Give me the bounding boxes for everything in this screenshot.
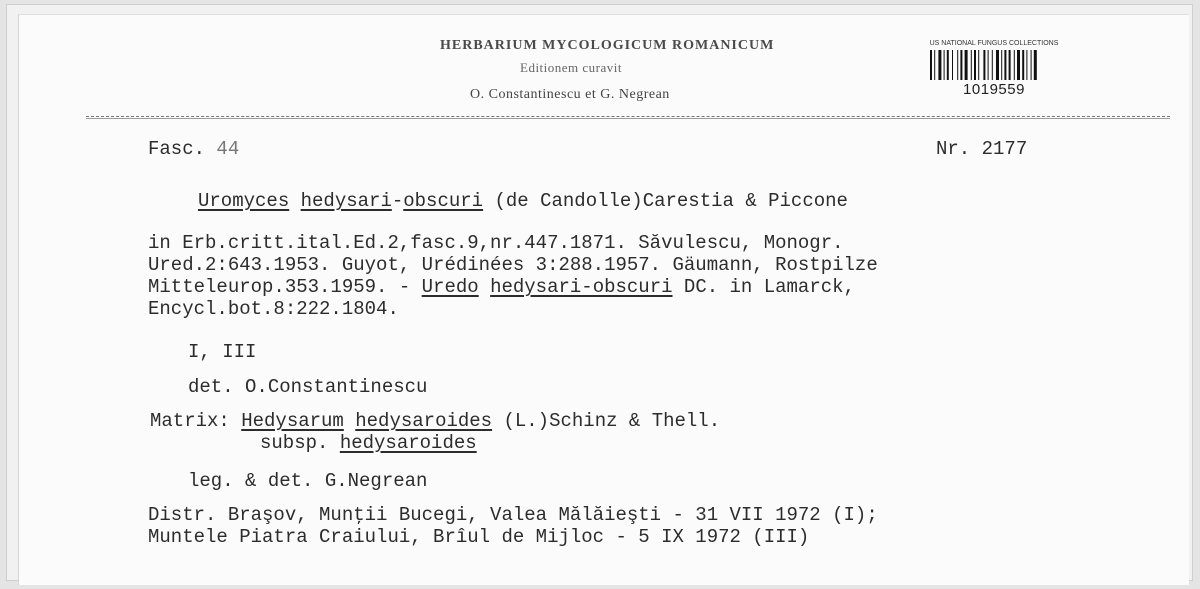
spore-stages: I, III xyxy=(188,341,257,363)
literature-text: Mitteleurop.353.1959. - xyxy=(148,276,422,298)
fascicle-label: Fasc. xyxy=(148,138,206,160)
literature-line: Encycl.bot.8:222.1804. xyxy=(148,298,399,320)
synonym-epithet: hedysari-obscuri xyxy=(490,276,673,298)
barcode-icon xyxy=(928,50,1060,80)
species-authority: (de Candolle)Carestia & Piccone xyxy=(483,190,848,212)
header-divider-rule xyxy=(86,118,1170,119)
distribution-line: Distr. Braşov, Munţii Bucegi, Valea Mălăieşti - 31 VII 1972 (I); xyxy=(148,504,878,526)
epithet-part-b: obscuri xyxy=(403,190,484,212)
literature-line: Ured.2:643.1953. Guyot, Urédinées 3:288.1957. Gäumann, Rostpilze xyxy=(148,254,878,276)
host-genus: Hedysarum xyxy=(241,410,344,432)
literature-block xyxy=(148,232,878,320)
header-divider xyxy=(86,116,1170,117)
literature-line: in Erb.critt.ital.Ed.2,fasc.9,nr.447.1871. Săvulescu, Monogr. xyxy=(148,232,844,254)
determiner: det. O.Constantinescu xyxy=(188,376,428,398)
fascicle-number: 44 xyxy=(216,138,240,160)
host-matrix xyxy=(150,410,720,432)
literature-text: DC. in Lamarck, xyxy=(672,276,855,298)
epithet-dash: - xyxy=(391,190,404,212)
barcode-sticker xyxy=(918,40,1070,124)
subsp-label: subsp. xyxy=(260,432,340,454)
barcode-number: 1019559 xyxy=(963,81,1025,98)
epithet-part-a: hedysari xyxy=(300,190,392,212)
specimen-number: Nr. 2177 xyxy=(936,138,1028,160)
genus-name: Uromyces xyxy=(198,190,290,212)
host-authority: (L.)Schinz & Thell. xyxy=(492,410,721,432)
matrix-label: Matrix: xyxy=(150,410,242,432)
distribution xyxy=(148,504,878,548)
distribution-line: Muntele Piatra Craiului, Brîul de Mijloc - 5 IX 1972 (III) xyxy=(148,526,810,548)
collector: leg. & det. G.Negrean xyxy=(188,470,428,492)
herbarium-editors: O. Constantinescu et G. Negrean xyxy=(470,87,670,102)
subsp-name: hedysaroides xyxy=(339,432,477,454)
herbarium-subtitle: Editionem curavit xyxy=(520,60,623,75)
host-subspecies xyxy=(260,432,477,454)
fascicle-line xyxy=(148,138,239,160)
literature-line xyxy=(148,276,878,298)
synonym-genus: Uredo xyxy=(421,276,479,298)
herbarium-title: HERBARIUM MYCOLOGICUM ROMANICUM xyxy=(440,38,775,53)
barcode-caption: US NATIONAL FUNGUS COLLECTIONS xyxy=(929,40,1059,47)
host-epithet: hedysaroides xyxy=(355,410,493,432)
species-name xyxy=(198,190,848,212)
